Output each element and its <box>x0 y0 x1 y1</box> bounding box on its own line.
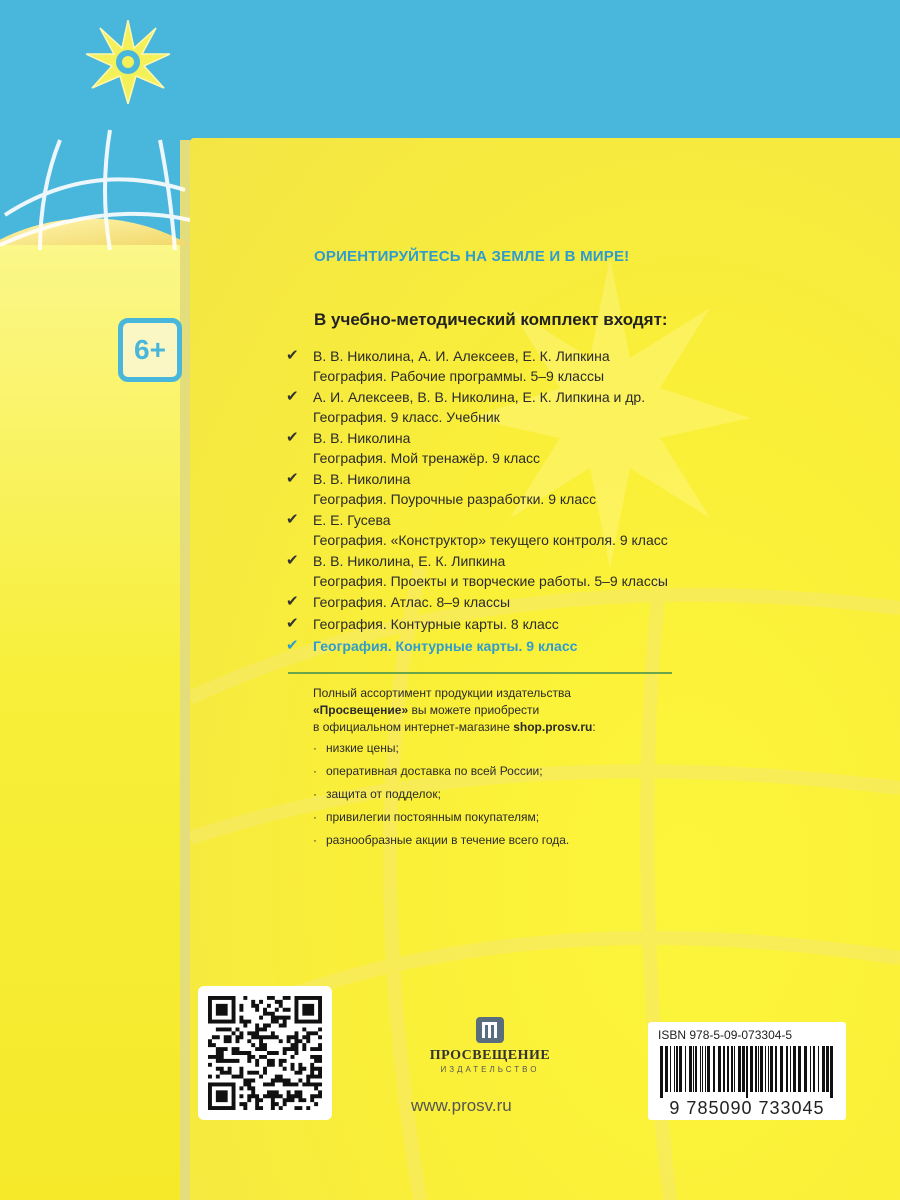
benefit-item: · оперативная доставка по всей России; <box>313 764 543 778</box>
shop-line-3: в официальном интернет-магазине shop.prosv.ru: <box>313 720 596 734</box>
slogan: ОРИЕНТИРУЙТЕСЬ НА ЗЕМЛЕ И В МИРЕ! <box>314 248 630 265</box>
checkmark-icon: ✔ <box>286 552 299 569</box>
benefits-list <box>313 737 569 852</box>
kit-item-title: География. Мой тренажёр. 9 класс <box>313 450 541 466</box>
benefit-item: · разнообразные акции в течение всего года. <box>313 833 570 847</box>
checkmark-icon: ✔ <box>286 347 299 364</box>
kit-item <box>286 510 668 550</box>
publisher-name: ПРОСВЕЩЕНИЕ <box>429 1048 551 1063</box>
globe-icon <box>0 120 190 250</box>
qr-code-frame <box>198 986 332 1120</box>
sun-star-icon <box>86 20 170 104</box>
publisher-name-inline: «Просвещение» <box>313 703 409 717</box>
publisher-block <box>410 1016 570 1074</box>
kit-title: В учебно-методический комплект входят: <box>314 310 668 329</box>
checkmark-icon: ✔ <box>286 429 299 446</box>
kit-item-title: География. Атлас. 8–9 классы <box>313 594 511 610</box>
kit-item <box>286 428 668 468</box>
kit-item-authors: А. И. Алексеев, В. В. Николина, Е. К. Липкина и др. <box>313 389 646 405</box>
isbn-label: ISBN 978-5-09-073304-5 <box>658 1028 793 1042</box>
kit-item-authors: Е. Е. Гусева <box>313 512 391 528</box>
kit-item-title: География. Рабочие программы. 5–9 классы <box>313 368 605 384</box>
benefit-item: · низкие цены; <box>313 741 399 755</box>
kit-item-current <box>286 636 668 656</box>
checkmark-icon: ✔ <box>286 470 299 487</box>
kit-item-authors: В. В. Николина <box>313 471 411 487</box>
shop-line-1: Полный ассортимент продукции издательства <box>313 686 571 700</box>
barcode-digits: 9 785090 733045 <box>669 1098 825 1118</box>
kit-item-authors: В. В. Николина <box>313 430 411 446</box>
shop-info <box>313 685 596 736</box>
qr-code[interactable] <box>208 996 322 1110</box>
shop-url[interactable]: shop.prosv.ru <box>513 720 593 734</box>
checkmark-icon: ✔ <box>286 511 299 528</box>
kit-item <box>286 551 668 591</box>
checkmark-icon: ✔ <box>286 637 299 654</box>
kit-item-title: География. «Конструктор» текущего контроля. 9 класс <box>313 532 668 548</box>
publisher-website[interactable]: www.prosv.ru <box>411 1096 512 1115</box>
publisher-subtitle: ИЗДАТЕЛЬСТВО <box>440 1065 540 1074</box>
kit-item <box>286 592 668 612</box>
checkmark-icon: ✔ <box>286 615 299 632</box>
kit-item-authors: В. В. Николина, Е. К. Липкина <box>313 553 506 569</box>
kit-item-authors: В. В. Николина, А. И. Алексеев, Е. К. Липкина <box>313 348 610 364</box>
publisher-logo-icon <box>475 1016 505 1044</box>
checkmark-icon: ✔ <box>286 593 299 610</box>
left-yellow-strip <box>0 240 186 1200</box>
kit-item <box>286 614 668 634</box>
benefit-item: · привилегии постоянным покупателям; <box>313 810 540 824</box>
panel-edge-shadow <box>180 140 190 1200</box>
kit-item-title: География. Поурочные разработки. 9 класс <box>313 491 597 507</box>
kit-item-title: География. Контурные карты. 8 класс <box>313 616 559 632</box>
kit-item <box>286 387 668 427</box>
kit-item-title: География. 9 класс. Учебник <box>313 409 500 425</box>
checkmark-icon: ✔ <box>286 388 299 405</box>
barcode <box>656 1046 838 1098</box>
kit-item-title: География. Проекты и творческие работы. 5–9 классы <box>313 573 668 589</box>
kit-list <box>286 346 668 658</box>
isbn-box <box>648 1022 846 1120</box>
kit-item <box>286 469 668 509</box>
kit-item <box>286 346 668 386</box>
shop-line-2: «Просвещение» вы можете приобрести <box>313 703 540 717</box>
age-rating-badge: 6+ <box>118 318 182 382</box>
benefit-item: · защита от подделок; <box>313 787 441 801</box>
section-divider <box>288 672 672 674</box>
kit-item-title: География. Контурные карты. 9 класс <box>313 638 578 654</box>
